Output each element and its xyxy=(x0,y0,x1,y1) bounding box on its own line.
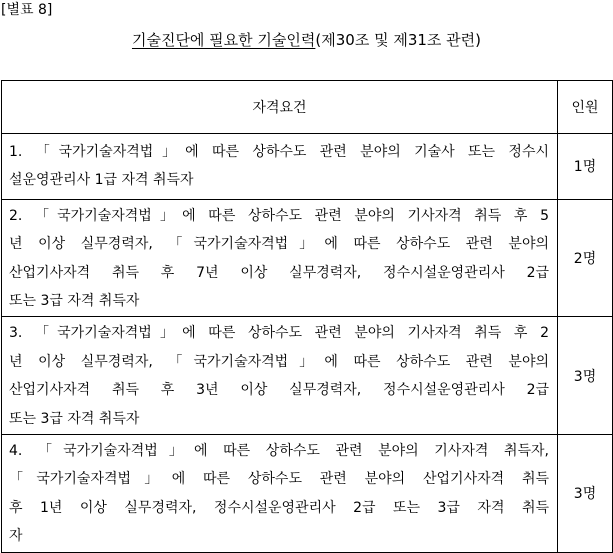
requirement-line: 3. 「국가기술자격법」에 따른 상하수도 관련 분야의 기사자격 취득 후 2 xyxy=(9,325,549,342)
header-requirement: 자격요건 xyxy=(2,81,558,134)
requirement-line: 년 이상 실무경력자, 「국가기술자격법」에 따른 상하수도 관련 분야의 xyxy=(9,353,549,370)
requirement-line: 산업기사자격 취득 후 3년 이상 실무경력자, 정수시설운영관리사 2급 xyxy=(9,382,549,399)
requirement-line: 2. 「국가기술자격법」에 따른 상하수도 관련 분야의 기사자격 취득 후 5 xyxy=(9,207,549,224)
requirement-line: 또는 3급 자격 취득자 xyxy=(9,410,140,427)
title-main: 기술진단에 필요한 기술인력 xyxy=(131,31,316,49)
requirement-cell xyxy=(2,435,558,553)
requirement-line: 또는 3급 자격 취득자 xyxy=(9,293,140,310)
table-row xyxy=(2,199,613,317)
appendix-label: [별표 8] xyxy=(1,2,53,18)
requirement-cell xyxy=(2,317,558,435)
count-cell: 3명 xyxy=(558,317,613,435)
table-row xyxy=(2,317,613,435)
requirement-line: 4. 「국가기술자격법」에 따른 상하수도 관련 분야의 기사자격 취득자, xyxy=(9,443,549,460)
requirement-line: 후 1년 이상 실무경력자, 정수시설운영관리사 2급 또는 3급 자격 취득 xyxy=(9,499,549,516)
requirements-table xyxy=(1,80,613,553)
table-header-row xyxy=(2,81,613,134)
count-cell: 3명 xyxy=(558,435,613,553)
requirement-line: 1. 「국가기술자격법」에 따른 상하수도 관련 분야의 기술사 또는 정수시 xyxy=(9,144,549,160)
requirement-cell xyxy=(2,199,558,317)
title-reference: (제30조 및 제31조 관련) xyxy=(315,31,482,49)
header-count: 인원 xyxy=(558,81,613,134)
table-row xyxy=(2,134,613,200)
requirement-line: 설운영관리사 1급 자격 취득자 xyxy=(9,172,194,189)
document-title xyxy=(0,31,613,49)
requirement-line: 「국가기술자격법」에 따른 상하수도 관련 분야의 산업기사자격 취득 xyxy=(9,471,549,488)
requirement-line: 산업기사자격 취득 후 7년 이상 실무경력자, 정수시설운영관리사 2급 xyxy=(9,264,549,281)
count-cell: 1명 xyxy=(558,134,613,200)
table-row xyxy=(2,435,613,553)
requirement-line: 년 이상 실무경력자, 「국가기술자격법」에 따른 상하수도 관련 분야의 xyxy=(9,236,549,253)
requirement-line: 자 xyxy=(9,528,23,545)
count-cell: 2명 xyxy=(558,199,613,317)
requirement-cell xyxy=(2,134,558,200)
